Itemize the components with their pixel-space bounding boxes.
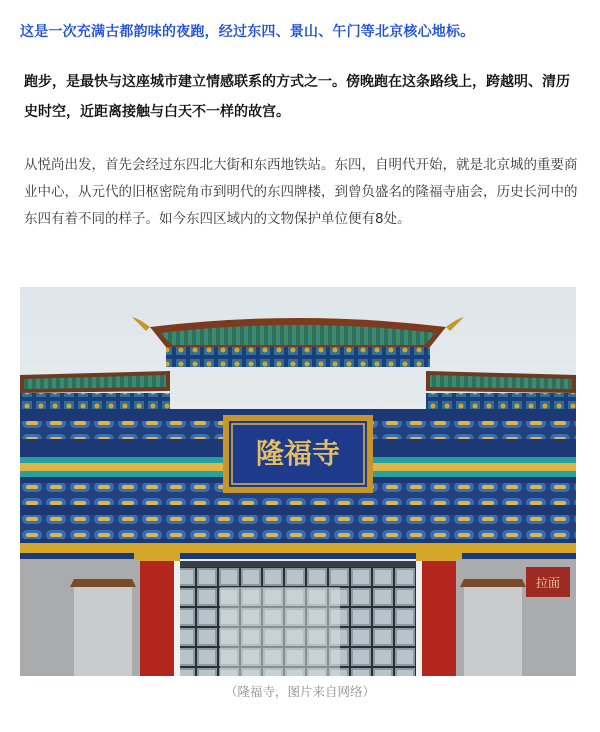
photo-caption: （隆福寺，图片来自网络） — [224, 684, 375, 699]
archway-illustration — [20, 287, 576, 676]
right-shop-sign: 拉面 — [535, 576, 561, 590]
plaque-text: 隆福寺 — [255, 437, 341, 470]
body-paragraph: 从悦尚出发，首先会经过东四北大街和东西地铁站。东四，自明代开始，就是北京城的重要商业中心，从元代的旧枢密院角市到明代的东四牌楼，到曾负盛名的隆福寺庙会，历史长河中的东四有着不同的样子。如今东四区域内的文物保护单位便有8处。 — [24, 157, 578, 227]
longfu-temple-photo — [20, 287, 576, 676]
lead-paragraph: 跑步，是最快与这座城市建立情感联系的方式之一。傍晚跑在这条路线上，跨越明、清历史时空，近距离接触与白天不一样的故宫。 — [24, 74, 570, 120]
headline: 这是一次充满古都韵味的夜跑，经过东四、景山、午门等北京核心地标。 — [20, 24, 475, 40]
